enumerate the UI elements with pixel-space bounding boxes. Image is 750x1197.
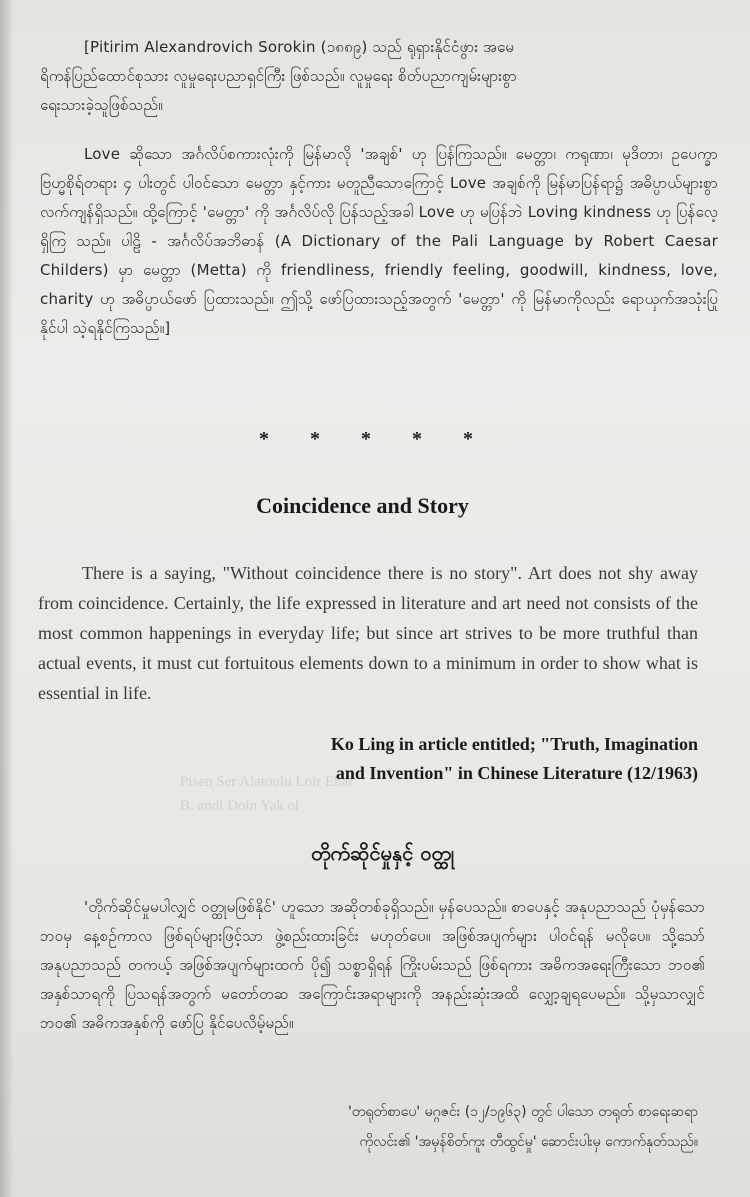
burmese-attribution-line-1: 'တရုတ်စာပေ' မဂ္ဂဇင်း (၁၂/၁၉၆၃) တွင် ပါသော တရုတ် စာရေးဆရာ [347, 1104, 698, 1120]
page-edge-shadow [0, 0, 14, 1197]
metta-paragraph [40, 140, 718, 390]
coincidence-paragraph: There is a saying, "Without coincidence there is no story". Art does not shy away from coincidence. Certainly, the life expressed in literature and art need not consists of the most common happenings in everyday life; but since art strives to be more truthful than actual events, it must cut fortuitous elements down to a minimum in order to show what is essential in life. [38, 563, 698, 703]
quote-attribution-burmese [178, 1097, 698, 1157]
bleed-line-1: Pisen Ser Alatoulu Loir Ehar [180, 774, 354, 790]
metta-paragraph-text: Love ဆိုသော အင်္ဂလိပ်စကားလုံးကို မြန်မာလို 'အချစ်' ဟု ပြန်ကြသည်။ မေတ္တာ၊ ကရုဏာ၊ မုဒိတာ၊ ဥပေက္ခာ ဗြဟ္မစိုရ်တရား ၄ ပါးတွင် ပါဝင်သော မေတ္တာ နှင့်ကား မတူညီသောကြောင့် Love အချစ်ကို မြန်မာပြန်ရာ၌ အဓိပ္ပာယ်များစွာ လက်ကျန်ရှိသည်။ ထို့ကြောင့် 'မေတ္တာ' ကို အင်္ဂလိပ်လို ပြန်သည့်အခါ Love ဟု မပြန်ဘဲ Loving kindness ဟု ပြန်လေ့ရှိကြ သည်။ ပါဠိ - အင်္ဂလိပ်အဘိဓာန် (A Dictionary of the Pali Language by Robert Caesar Childers) မှာ မေတ္တာ (Metta) ကို friendliness, friendly feeling, goodwill, kindness, love, charity ဟု အဓိပ္ပာယ်ဖော် ပြထားသည်။ ဤသို့ ဖော်ပြထားသည့်အတွက် 'မေတ္တာ' ကို မြန်မာကိုလည်း ရောယှက်အသုံးပြုနိုင်ပါ သဲ့ရနိုင်ကြသည်။] [40, 145, 718, 337]
sorokin-note-line-1-text: [Pitirim Alexandrovich Sorokin (၁၈၈၉) သည် ရုရှားနိုင်ငံဖွား အမေ [84, 38, 515, 56]
section-title-english: Coincidence and Story [256, 493, 469, 518]
attribution-line-2: and Invention" in Chinese Literature (12/1963) [335, 763, 698, 783]
coincidence-paragraph-burmese-text: 'တိုက်ဆိုင်မှုမပါလျှင် ဝတ္ထုမဖြစ်နိုင်' ဟူသော အဆိုတစ်ခုရှိသည်။ မှန်ပေသည်။ စာပေနှင့် အနုပညာသည် ပုံမှန်သော ဘဝမှ နေ့စဉ်ကာလ ဖြစ်ရပ်များဖြင့်သာ ဖွဲ့စည်းထားခြင်း မဟုတ်ပေ။ အဖြစ်အပျက်များ ပါဝင်ရန် မလိုပေ။ သို့သော် အနုပညာသည် တကယ့် အဖြစ်အပျက်များထက် ပို၍ သစ္စာရှိရန် ကြိုးပမ်းသည် ဖြစ်ရကား အဓိကအရေးကြီးသော ဘဝ၏ အနှစ်သာရကို ပြသရန်အတွက် မတော်တဆ အကြောင်းအရာများကို အနည်းဆုံးအထိ လျှော့ချရပေမည်။ သို့မှသာလျှင် ဘဝ၏ အဓိကအနှစ်ကို ဖော်ပြ နိုင်ပေလိမ့်မည်။ [40, 898, 705, 1032]
sorokin-note-line-1 [40, 33, 718, 62]
section-title-burmese: တိုက်ဆိုင်မှုနှင့် ဝတ္ထု [311, 841, 454, 865]
bleed-line-2: B. andl Doin Yak ol [180, 798, 300, 814]
section-separator: * * * * * [259, 428, 491, 450]
burmese-attribution-line-2: ကိုလင်း၏ 'အမှန်စိတ်ကူး တီထွင်မှု' ဆောင်းပါးမှ ကောက်နုတ်သည်။ [359, 1134, 698, 1150]
attribution-line-1: Ko Ling in article entitled; "Truth, Imagination [330, 734, 698, 754]
coincidence-paragraph-burmese [40, 893, 705, 1073]
sorokin-note [40, 33, 718, 120]
sorokin-note-line-2: ရိကန်ပြည်ထောင်စုသား လူမှုရေးပညာရှင်ကြီး ဖြစ်သည်။ လူမှုရေး စိတ်ပညာကျမ်းများစွာ [40, 67, 517, 85]
quote-attribution-english [138, 730, 698, 788]
sorokin-note-line-3: ရေးသားခဲ့သူဖြစ်သည်။ [40, 96, 163, 114]
